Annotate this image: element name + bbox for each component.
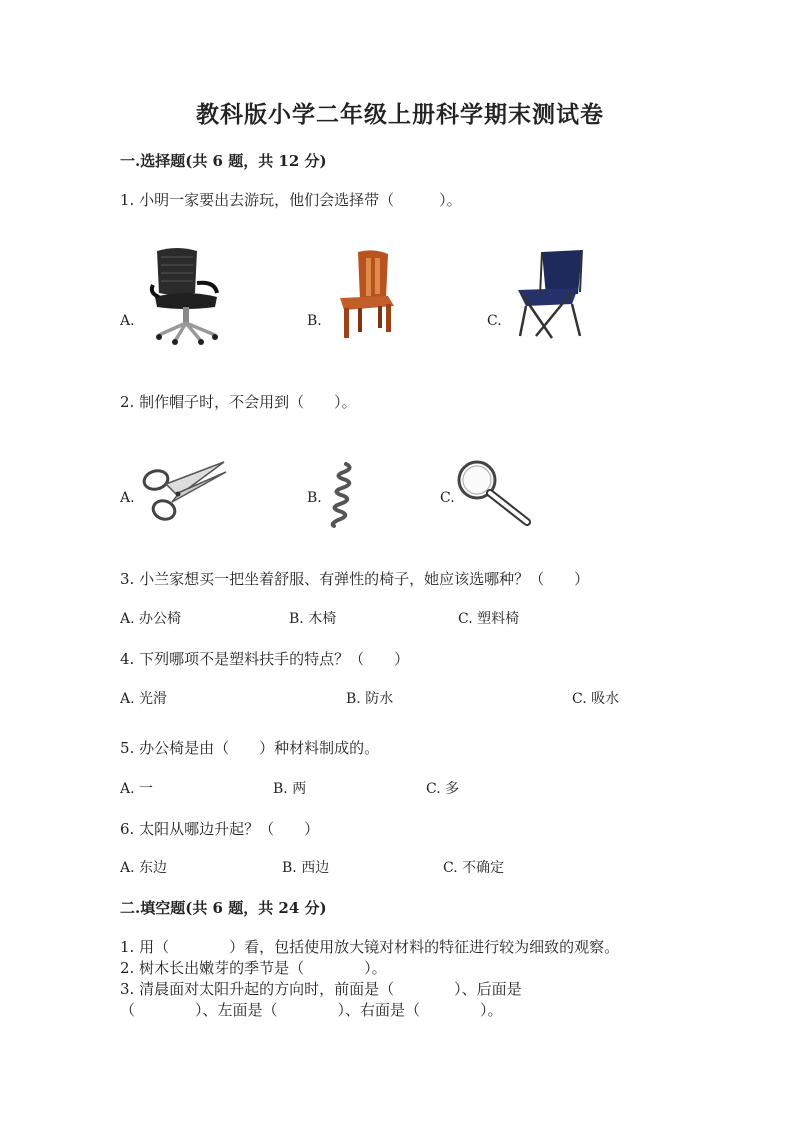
question-1-stem: 1. 小明一家要出去游玩，他们会选择带（ ）。 — [120, 191, 462, 209]
q5-option-a: A. 一 — [120, 781, 154, 797]
fill-question-3-line-1: 3. 清晨面对太阳升起的方向时，前面是（ ）、后面是 — [120, 980, 522, 998]
q4-option-c: C. 吸水 — [572, 691, 620, 707]
q2-option-b-label: B. — [307, 490, 322, 506]
q3-option-c: C. 塑料椅 — [458, 611, 520, 627]
office-chair-image — [145, 245, 230, 345]
fill-question-3-line-2: （ ）、左面是（ ）、右面是（ ）。 — [120, 1001, 503, 1019]
question-6-stem: 6. 太阳从哪边升起？（ ） — [120, 820, 320, 838]
spring-image — [320, 460, 360, 528]
fill-question-1: 1. 用（ ）看，包括使用放大镜对材料的特征进行较为细致的观察。 — [120, 938, 620, 956]
q3-option-a: A. 办公椅 — [120, 611, 182, 627]
section-heading-fill-blank: 二.填空题(共 6 题，共 24 分) — [120, 899, 327, 917]
question-3-stem: 3. 小兰家想买一把坐着舒服、有弹性的椅子，她应该选哪种？（ ） — [120, 570, 590, 588]
q1-option-b-label: B. — [307, 313, 322, 329]
q5-option-c: C. 多 — [426, 781, 460, 797]
q6-option-a: A. 东边 — [120, 860, 168, 876]
q2-option-c-label: C. — [440, 490, 455, 506]
q4-option-b: B. 防水 — [346, 691, 394, 707]
q6-option-c: C. 不确定 — [443, 860, 505, 876]
question-4-stem: 4. 下列哪项不是塑料扶手的特点？（ ） — [120, 650, 410, 668]
fill-question-2: 2. 树木长出嫩芽的季节是（ ）。 — [120, 959, 387, 977]
q2-option-a-label: A. — [120, 490, 135, 506]
q3-option-b: B. 木椅 — [289, 611, 337, 627]
q6-option-b: B. 西边 — [282, 860, 330, 876]
question-2-stem: 2. 制作帽子时，不会用到（ ）。 — [120, 393, 357, 411]
wooden-chair-image — [332, 248, 400, 340]
question-5-stem: 5. 办公椅是由（ ）种材料制成的。 — [120, 739, 380, 757]
section-heading-choice: 一.选择题(共 6 题，共 12 分) — [120, 152, 327, 170]
folding-chair-image — [512, 248, 590, 340]
q5-option-b: B. 两 — [273, 781, 307, 797]
magnifying-glass-image — [455, 458, 535, 528]
q4-option-a: A. 光滑 — [120, 691, 168, 707]
q1-option-a-label: A. — [120, 313, 135, 329]
q1-option-c-label: C. — [487, 313, 502, 329]
scissors-image — [138, 458, 230, 524]
page-title: 教科版小学二年级上册科学期末测试卷 — [196, 101, 604, 128]
